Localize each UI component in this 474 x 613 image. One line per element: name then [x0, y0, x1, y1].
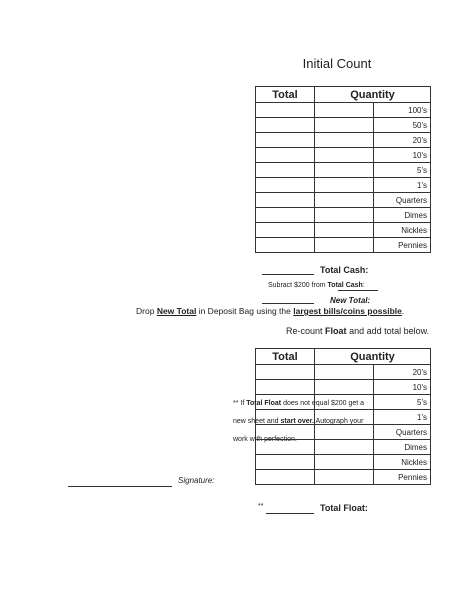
table-row	[256, 365, 431, 380]
denomination-label: 10's	[374, 380, 431, 395]
total-cash-field[interactable]	[262, 274, 314, 275]
total-cell[interactable]	[256, 133, 315, 148]
table-row	[256, 163, 431, 178]
subtract-field[interactable]	[338, 290, 378, 291]
total-cell[interactable]	[256, 178, 315, 193]
new-total-label: New Total:	[330, 296, 371, 305]
table-row	[256, 133, 431, 148]
total-cell[interactable]	[256, 455, 315, 470]
quantity-cell[interactable]	[315, 133, 374, 148]
total-cell[interactable]	[256, 103, 315, 118]
initial-count-table	[255, 86, 431, 253]
total-column-header: Total	[256, 87, 315, 103]
page-title: Initial Count	[302, 56, 372, 71]
table-row	[256, 118, 431, 133]
denomination-label: Nickles	[374, 223, 431, 238]
table-row	[256, 455, 431, 470]
denomination-label: 10's	[374, 148, 431, 163]
total-column-header: Total	[256, 349, 315, 365]
recount-instruction: Re-count Float and add total below.	[286, 326, 430, 336]
total-cell[interactable]	[256, 223, 315, 238]
table-row	[256, 103, 431, 118]
table-row	[256, 238, 431, 253]
denomination-label: Nickles	[374, 455, 431, 470]
denomination-label: Quarters	[374, 425, 431, 440]
total-float-field[interactable]	[266, 513, 314, 514]
quantity-cell[interactable]	[315, 223, 374, 238]
denomination-label: 50's	[374, 118, 431, 133]
total-cell[interactable]	[256, 238, 315, 253]
quantity-column-header: Quantity	[315, 87, 431, 103]
quantity-cell[interactable]	[315, 238, 374, 253]
table-row	[256, 380, 431, 395]
signature-field[interactable]	[68, 486, 172, 487]
quantity-cell[interactable]	[315, 193, 374, 208]
quantity-cell[interactable]	[315, 380, 374, 395]
quantity-cell[interactable]	[315, 365, 374, 380]
quantity-cell[interactable]	[315, 148, 374, 163]
total-cell[interactable]	[256, 193, 315, 208]
denomination-label: 1's	[374, 178, 431, 193]
total-cell[interactable]	[256, 163, 315, 178]
note-line-2: new sheet and start over. Autograph your	[233, 418, 364, 425]
quantity-cell[interactable]	[315, 208, 374, 223]
denomination-label: Pennies	[374, 238, 431, 253]
denomination-label: Dimes	[374, 208, 431, 223]
quantity-cell[interactable]	[315, 470, 374, 485]
total-cell[interactable]	[256, 208, 315, 223]
table-row	[256, 178, 431, 193]
float-note	[233, 395, 364, 449]
denomination-label: 100's	[374, 103, 431, 118]
denomination-label: Quarters	[374, 193, 431, 208]
total-float-label: Total Float:	[320, 503, 368, 513]
total-float-asterisks: **	[258, 503, 264, 510]
table-row	[256, 208, 431, 223]
denomination-label: 5's	[374, 395, 431, 410]
quantity-cell[interactable]	[315, 455, 374, 470]
total-cell[interactable]	[256, 118, 315, 133]
quantity-column-header: Quantity	[315, 349, 431, 365]
table-row	[256, 193, 431, 208]
quantity-cell[interactable]	[315, 178, 374, 193]
signature-label: Signature:	[178, 476, 215, 485]
denomination-label: Dimes	[374, 440, 431, 455]
drop-instruction: Drop New Total in Deposit Bag using the largest bills/coins possible.	[136, 306, 405, 316]
note-line-3: work with perfection.	[233, 436, 297, 443]
total-cell[interactable]	[256, 365, 315, 380]
denomination-label: 5's	[374, 163, 431, 178]
note-line-1: ** If Total Float does not equal $200 get a	[233, 400, 365, 407]
subtract-instruction: Subract $200 from Total Cash:	[268, 282, 365, 289]
quantity-cell[interactable]	[315, 163, 374, 178]
total-cash-label: Total Cash:	[320, 265, 369, 275]
new-total-field[interactable]	[262, 303, 314, 304]
denomination-label: 20's	[374, 133, 431, 148]
table-row	[256, 470, 431, 485]
table-row	[256, 148, 431, 163]
denomination-label: 1's	[374, 410, 431, 425]
quantity-cell[interactable]	[315, 103, 374, 118]
table-row	[256, 223, 431, 238]
denomination-label: 20's	[374, 365, 431, 380]
total-cell[interactable]	[256, 380, 315, 395]
total-cell[interactable]	[256, 148, 315, 163]
quantity-cell[interactable]	[315, 118, 374, 133]
total-cell[interactable]	[256, 470, 315, 485]
denomination-label: Pennies	[374, 470, 431, 485]
